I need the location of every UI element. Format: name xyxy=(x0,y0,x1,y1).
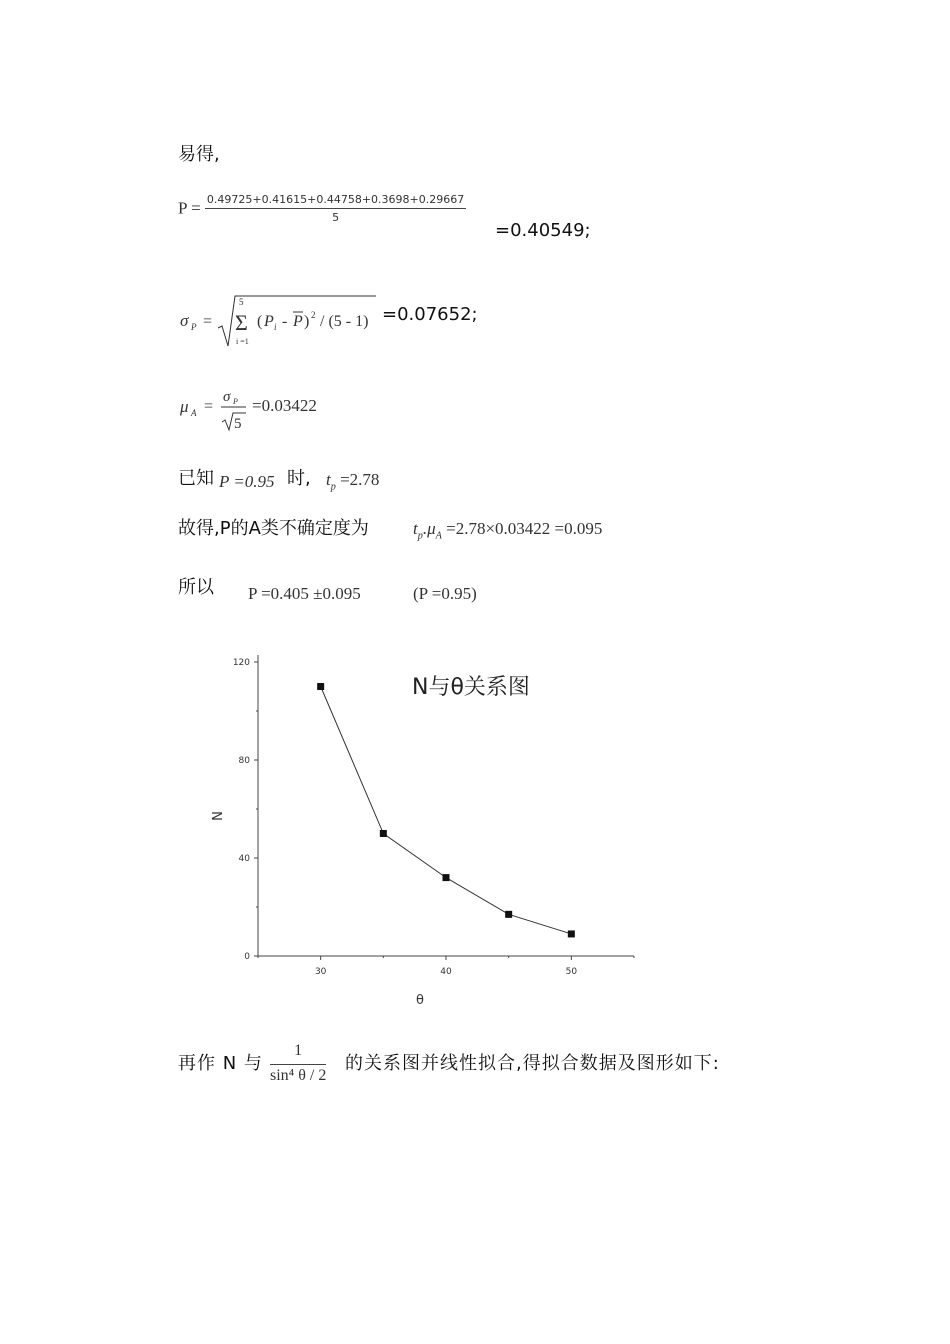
svg-text:μ: μ xyxy=(180,397,189,416)
x-axis-label: θ xyxy=(416,993,424,1008)
svg-text:5: 5 xyxy=(234,416,242,432)
tp-symbol: $t_p$ xyxy=(326,470,336,493)
p-mean-denominator: 5 xyxy=(332,211,340,224)
n-theta-chart xyxy=(200,640,650,1020)
mu-a-formula xyxy=(178,384,258,436)
data-point xyxy=(443,874,450,881)
data-point xyxy=(568,930,575,937)
intro-text: 易得, xyxy=(178,144,220,165)
mu-a-result: =0.03422 xyxy=(252,396,317,415)
next-prefix: 再作 N 与 xyxy=(178,1053,263,1074)
svg-text:σ: σ xyxy=(180,311,189,330)
x-tick-label: 50 xyxy=(565,967,578,977)
data-point xyxy=(317,683,324,690)
svg-text:P: P xyxy=(233,397,238,406)
svg-text:P: P xyxy=(264,313,274,330)
svg-text:): ) xyxy=(304,313,310,330)
svg-text:(: ( xyxy=(257,313,263,330)
tp-value: =2.78 xyxy=(340,470,380,489)
p-mean-fraction xyxy=(205,193,466,224)
y-tick-label: 40 xyxy=(238,854,250,864)
svg-text:σ: σ xyxy=(223,389,231,405)
uncertainty-formula xyxy=(413,519,602,541)
p-known-value: P =0.95 xyxy=(219,472,275,491)
x-tick-label: 30 xyxy=(314,967,327,977)
svg-text:Σ: Σ xyxy=(235,310,248,335)
uncertainty-label: 故得,P的A类不确定度为 xyxy=(178,518,369,539)
known-label: 已知 xyxy=(178,468,214,489)
svg-text:i =1: i =1 xyxy=(236,337,249,346)
y-tick-label: 120 xyxy=(232,658,250,668)
final-result: P =0.405 ±0.095 xyxy=(248,584,361,603)
p-mean-lhs: P = xyxy=(178,198,201,218)
sin-fraction-den: sin⁴ θ / 2 xyxy=(270,1067,327,1084)
chart-title: N与θ关系图 xyxy=(412,675,530,700)
tp-mu-symbol: $t_p.\mu_A$ xyxy=(413,519,442,542)
series-line xyxy=(321,687,572,934)
svg-text:A: A xyxy=(191,408,197,418)
svg-text:=: = xyxy=(204,398,214,415)
y-axis-label: N xyxy=(208,811,223,821)
svg-text:i: i xyxy=(274,322,277,332)
sin-fraction-num: 1 xyxy=(270,1042,326,1065)
sin-fraction xyxy=(270,1042,326,1085)
data-point xyxy=(505,911,512,918)
y-tick-label: 0 xyxy=(244,952,250,962)
p-mean-numerator: 0.49725+0.41615+0.44758+0.3698+0.29667 xyxy=(205,193,466,209)
x-tick-label: 40 xyxy=(440,967,452,977)
uncertainty-expr: =2.78×0.03422 =0.095 xyxy=(446,519,603,538)
svg-text:/ (5 - 1): / (5 - 1) xyxy=(320,313,369,330)
when-label: 时, xyxy=(287,468,311,489)
svg-text:P: P xyxy=(191,322,197,332)
final-confidence: (P =0.95) xyxy=(413,584,477,603)
tp-formula xyxy=(326,470,379,492)
svg-text:5: 5 xyxy=(239,297,244,307)
svg-text:P: P xyxy=(293,313,303,330)
so-label: 所以 xyxy=(178,577,214,598)
svg-text:2: 2 xyxy=(311,310,316,320)
sin-fraction-body xyxy=(270,1042,326,1085)
next-suffix: 的关系图并线性拟合,得拟合数据及图形如下: xyxy=(345,1053,720,1074)
svg-text:-: - xyxy=(282,313,288,330)
p-mean-formula xyxy=(178,193,466,224)
p-mean-result: =0.40549; xyxy=(495,220,591,241)
sigma-formula xyxy=(178,292,383,352)
svg-text:=: = xyxy=(203,313,213,330)
data-point xyxy=(380,830,387,837)
y-tick-label: 80 xyxy=(238,756,250,766)
sigma-result: =0.07652; xyxy=(382,304,478,325)
